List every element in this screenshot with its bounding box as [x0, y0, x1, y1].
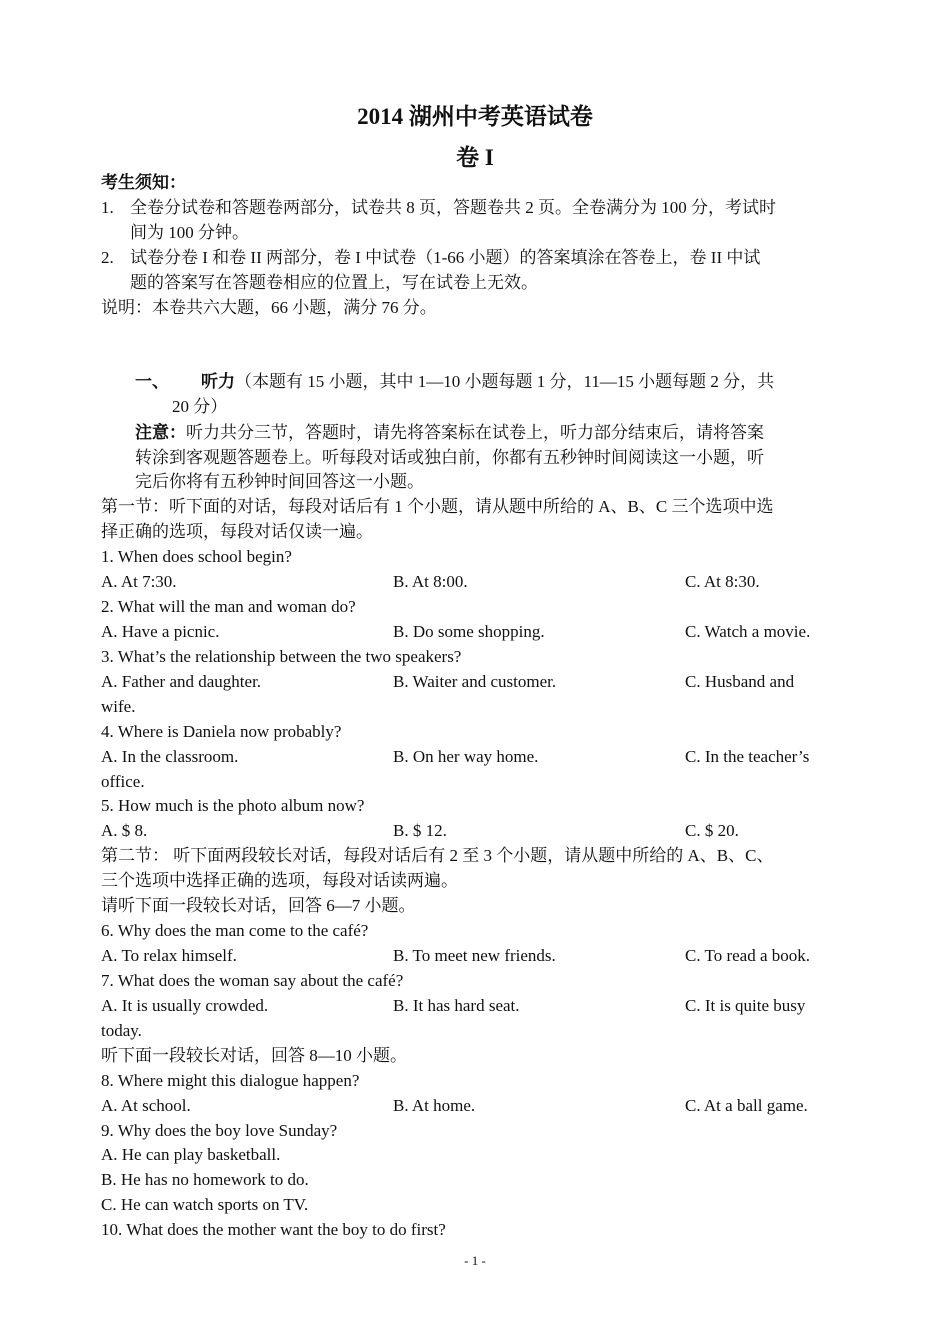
part2-intro-6-7: 请听下面一段较长对话，回答 6—7 小题。: [101, 896, 416, 915]
exam-title: 2014 湖州中考英语试卷: [357, 104, 593, 129]
q4-option-a: A. In the classroom.: [101, 747, 239, 766]
part2-instruction-line2: 三个选项中选择正确的选项，每段对话读两遍。: [101, 871, 458, 890]
q7-option-b: B. It has hard seat.: [393, 996, 520, 1015]
q1-option-a: A. At 7:30.: [101, 572, 177, 591]
attention-line2: 转涂到客观题答题卷上。听每段对话或独白前，你都有五秒钟时间阅读这一小题，听: [135, 448, 764, 467]
q6-option-c: C. To read a book.: [685, 946, 811, 965]
question-2: 2. What will the man and woman do?: [101, 597, 356, 616]
q5-option-b: B. $ 12.: [393, 821, 447, 840]
q6-option-a: A. To relax himself.: [101, 946, 237, 965]
section1-heading: [201, 369, 774, 394]
section1-desc: （本题有 15 小题，其中 1—10 小题每题 1 分，11—15 小题每题 2 分，共: [235, 372, 775, 391]
q4-option-c: C. In the teacher’s: [685, 747, 810, 766]
q7-option-c: C. It is quite busy: [685, 996, 806, 1015]
exam-subtitle: 卷 I: [456, 145, 494, 170]
q2-option-b: B. Do some shopping.: [393, 622, 545, 641]
q4-option-b: B. On her way home.: [393, 747, 539, 766]
q2-option-a: A. Have a picnic.: [101, 622, 220, 641]
question-5: 5. How much is the photo album now?: [101, 796, 365, 815]
q5-option-c: C. $ 20.: [685, 821, 739, 840]
q4-option-c-wrap: office.: [101, 772, 145, 791]
notice-item-2-line1: 试卷分卷 I 和卷 II 两部分，卷 I 中试卷（1-66 小题）的答案填涂在答卷上，卷 II 中试: [130, 248, 761, 267]
notice-item-2-line2: 题的答案写在答题卷相应的位置上，写在试卷上无效。: [130, 273, 538, 292]
notice-item-1-num: 1.: [101, 198, 114, 217]
q8-option-a: A. At school.: [101, 1096, 191, 1115]
part1-instruction-line2: 择正确的选项，每段对话仅读一遍。: [101, 522, 373, 541]
attention-text1: 听力共分三节，答题时，请先将答案标在试卷上，听力部分结束后，请将答案: [186, 423, 764, 442]
section1-name: 听力: [201, 372, 235, 391]
notice-item-2-num: 2.: [101, 248, 114, 267]
q7-option-c-wrap: today.: [101, 1021, 142, 1040]
section1-number: 一、: [135, 372, 169, 391]
question-9: 9. Why does the boy love Sunday?: [101, 1121, 338, 1140]
page-number: - 1 -: [464, 1253, 486, 1268]
q3-option-b: B. Waiter and customer.: [393, 672, 557, 691]
q2-option-c: C. Watch a movie.: [685, 622, 811, 641]
attention-line1: [135, 420, 764, 445]
q5-option-a: A. $ 8.: [101, 821, 148, 840]
q1-option-b: B. At 8:00.: [393, 572, 468, 591]
q3-option-c: C. Husband and: [685, 672, 795, 691]
notice-item-1-line2: 间为 100 分钟。: [130, 223, 249, 242]
q9-option-a: A. He can play basketball.: [101, 1145, 281, 1164]
q7-option-a: A. It is usually crowded.: [101, 996, 269, 1015]
q3-option-c-wrap: wife.: [101, 697, 136, 716]
notice-note: 说明：本卷共六大题，66 小题，满分 76 分。: [101, 298, 437, 317]
part2-intro-8-10: 听下面一段较长对话，回答 8—10 小题。: [101, 1046, 407, 1065]
question-10: 10. What does the mother want the boy to do first?: [101, 1220, 446, 1239]
notice-heading: 考生须知：: [101, 173, 186, 192]
question-4: 4. Where is Daniela now probably?: [101, 722, 342, 741]
question-3: 3. What’s the relationship between the two speakers?: [101, 647, 462, 666]
q8-option-c: C. At a ball game.: [685, 1096, 808, 1115]
notice-item-1-line1: 全卷分试卷和答题卷两部分，试卷共 8 页，答题卷共 2 页。全卷满分为 100 分，考试时: [130, 198, 776, 217]
part2-instruction-line1: 第二节： 听下面两段较长对话，每段对话后有 2 至 3 个小题，请从题中所给的 A、B、C、: [101, 846, 774, 865]
part1-instruction-line1: 第一节：听下面的对话，每段对话后有 1 个小题，请从题中所给的 A、B、C 三个选项中选: [101, 497, 774, 516]
q9-option-c: C. He can watch sports on TV.: [101, 1195, 309, 1214]
question-6: 6. Why does the man come to the café?: [101, 921, 369, 940]
q8-option-b: B. At home.: [393, 1096, 476, 1115]
section1-desc-cont: 20 分）: [172, 397, 228, 416]
question-1: 1. When does school begin?: [101, 547, 292, 566]
question-8: 8. Where might this dialogue happen?: [101, 1071, 360, 1090]
attention-line3: 完后你将有五秒钟时间回答这一小题。: [135, 472, 424, 491]
q6-option-b: B. To meet new friends.: [393, 946, 556, 965]
attention-label: 注意：: [135, 423, 186, 442]
q1-option-c: C. At 8:30.: [685, 572, 760, 591]
q3-option-a: A. Father and daughter.: [101, 672, 262, 691]
q9-option-b: B. He has no homework to do.: [101, 1170, 309, 1189]
question-7: 7. What does the woman say about the café?: [101, 971, 404, 990]
